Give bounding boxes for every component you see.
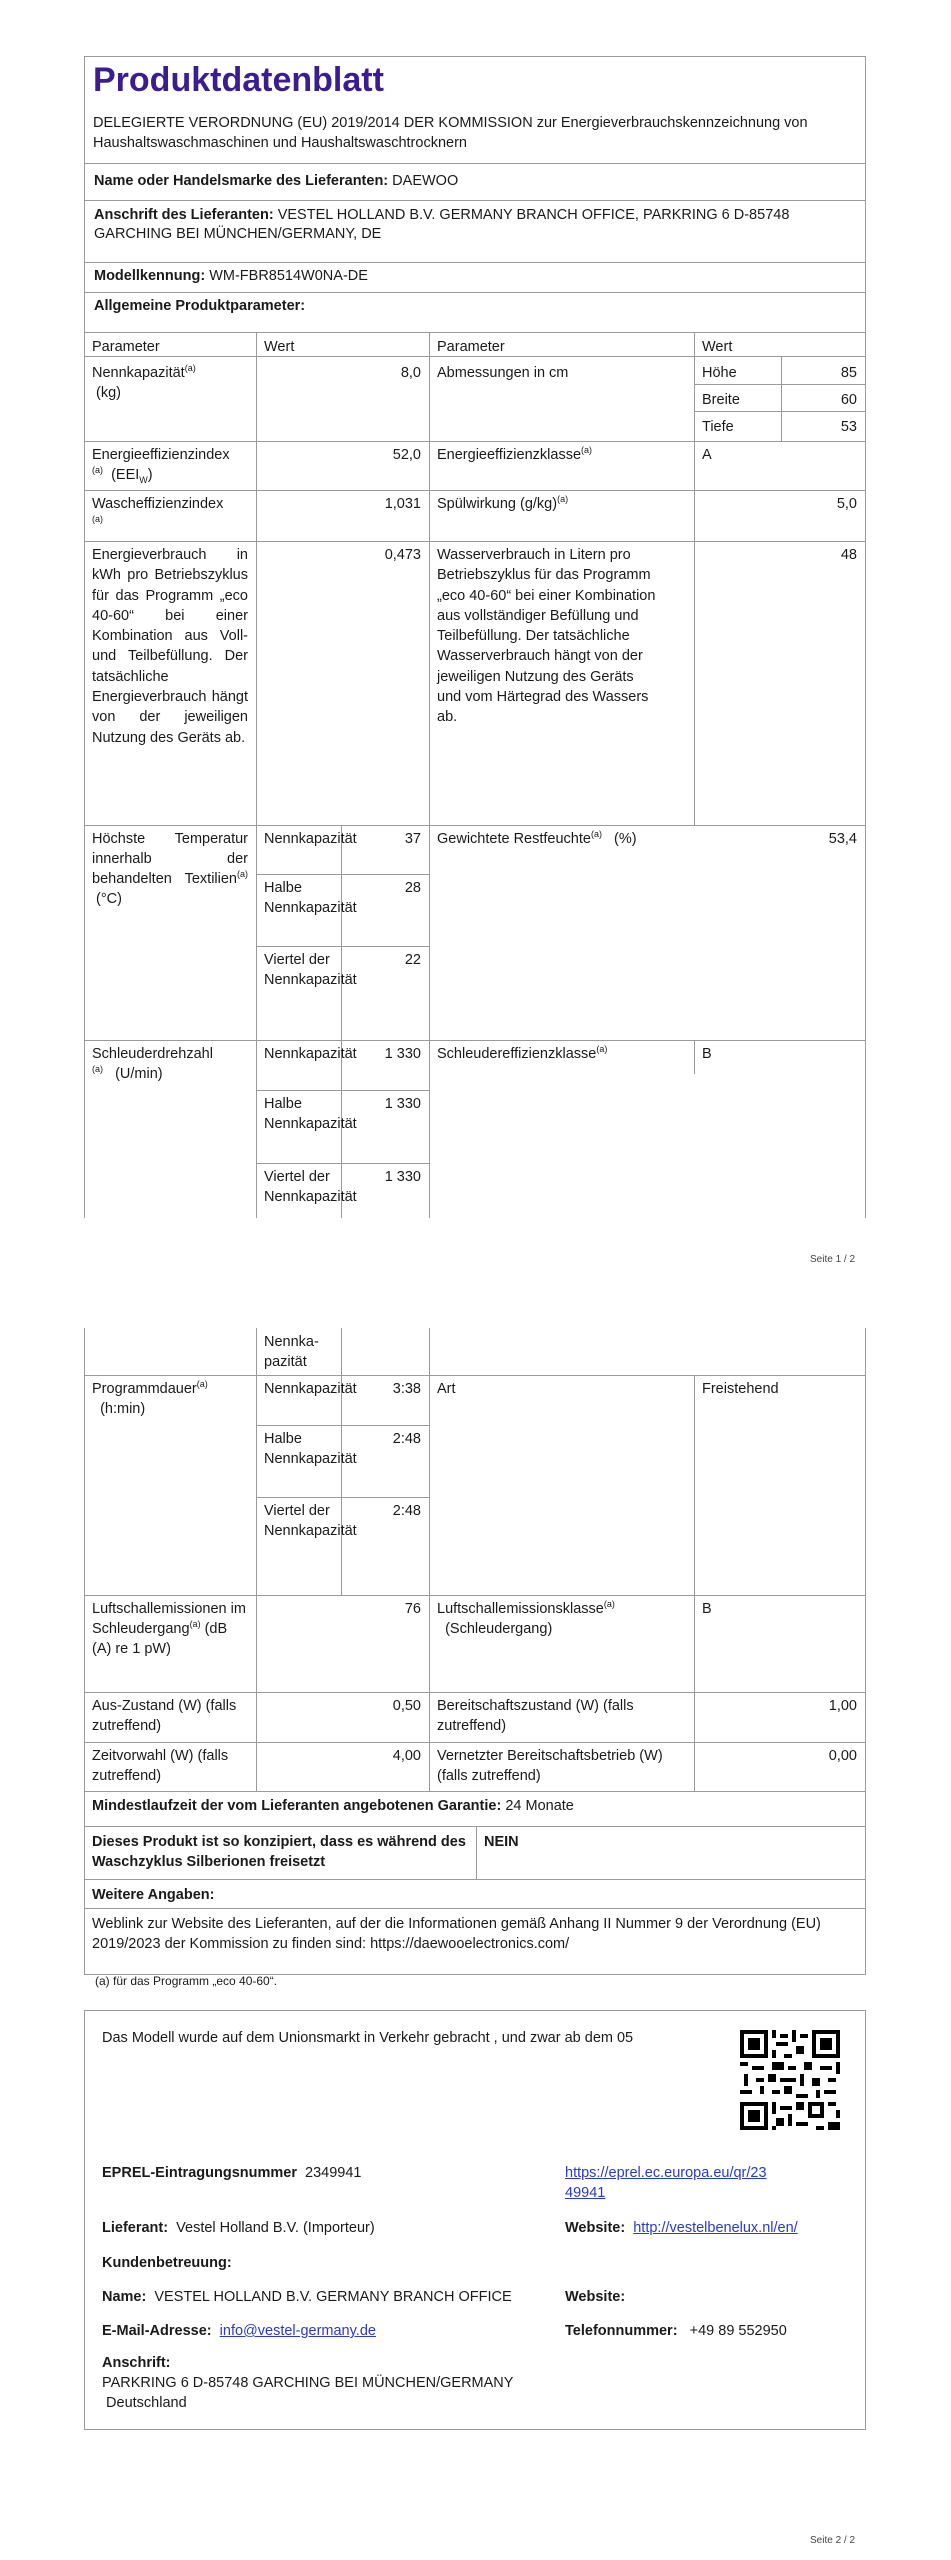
spin-label-text: Schleuderdrehzahl <box>92 1046 213 1062</box>
moisture-unit: (%) <box>614 831 637 847</box>
temp-unit: (°C) <box>96 891 122 907</box>
eprel-row <box>94 2160 544 2186</box>
moisture-label <box>429 826 694 852</box>
spin-full-label: Nennkapazität <box>264 1046 357 1062</box>
energy-class-label-text: Energieeffizienzklasse <box>437 447 582 463</box>
row-line-more <box>84 1908 866 1909</box>
customer-name-row <box>94 2284 554 2310</box>
footnote-ref: (a) <box>596 1044 608 1055</box>
customer-name-label: Name: <box>102 2289 147 2305</box>
noise-class-value: B <box>702 1601 712 1617</box>
dur-half-label: Halbe Nennkapazität <box>264 1431 357 1467</box>
customer-name-value: VESTEL HOLLAND B.V. GERMANY BRANCH OFFICE <box>154 2289 512 2305</box>
capacity-value: 8,0 <box>400 365 421 381</box>
temp-full-value: 37 <box>404 831 421 847</box>
temp-label <box>84 826 256 912</box>
energy-class-label <box>429 442 694 468</box>
eei-label-text: Energieeffizienzindex <box>92 447 230 463</box>
silver-value: NEIN <box>484 1834 519 1850</box>
duration-label <box>84 1376 256 1422</box>
col-sep-3 <box>694 1375 695 1791</box>
hdr-param-1: Parameter <box>92 339 160 355</box>
dur-quarter-value: 2:48 <box>392 1503 421 1519</box>
depth-label: Tiefe <box>702 419 734 435</box>
depth-value: 53 <box>840 419 857 435</box>
phone-label: Telefonnummer: <box>565 2323 678 2339</box>
footnote-ref: (a) <box>189 1619 201 1630</box>
energy-class-value: A <box>702 447 712 463</box>
footnote-ref: (a) <box>196 1379 208 1390</box>
noise-label-text: Luftschallemissionen im Schleudergang <box>92 1601 246 1637</box>
energy-cons-value: 0,473 <box>384 547 421 563</box>
width-label: Breite <box>702 392 740 408</box>
supplier-name-label: Name oder Handelsmarke des Lieferanten: <box>94 173 389 189</box>
height-value: 85 <box>840 365 857 381</box>
rinse-label <box>429 491 694 517</box>
spin-half-label: Halbe Nennkapazität <box>264 1096 357 1132</box>
dur-full-label: Nennkapazität <box>264 1381 357 1397</box>
noise-value: 76 <box>404 1601 421 1617</box>
phone-row <box>557 2318 857 2344</box>
rinse-value: 5,0 <box>836 496 857 512</box>
footnote-ref: (a) <box>590 829 602 840</box>
silver-label: Dieses Produkt ist so konzipiert, dass es während des Waschzyklus Silberionen freisetzt <box>92 1834 466 1870</box>
table-border-right <box>865 1328 866 1830</box>
wash-eff-label-text: Wascheffizienzindex <box>92 496 224 512</box>
width-value: 60 <box>840 392 857 408</box>
height-label: Höhe <box>702 365 737 381</box>
wash-eff-value: 1,031 <box>384 496 421 512</box>
eprel-link-line2[interactable]: 49941 <box>565 2185 606 2201</box>
temp-full-label: Nennkapazität <box>264 831 357 847</box>
email-label: E-Mail-Adresse: <box>102 2323 212 2339</box>
eprel-link[interactable] <box>557 2160 857 2206</box>
energy-cons-label: Energieverbrauch in kWh pro Betriebszyklus für das Programm „eco 40-60“ bei einer Kombination aus Voll- und Teilbefüllung. Der tatsächliche Energieverbrauch hängt von der jeweiligen Nutzung des Geräts ab. <box>92 547 248 746</box>
temp-quarter-value: 22 <box>404 952 421 968</box>
page-number-1: Seite 1 / 2 <box>810 1254 856 1265</box>
capacity-label-text: Nennkapazität <box>92 365 185 381</box>
footnote-ref: (a) <box>184 363 196 374</box>
eprel-value: 2349941 <box>305 2165 362 2181</box>
footnote-ref: (a) <box>92 465 103 476</box>
table-border-right <box>865 333 866 1218</box>
email-row <box>94 2318 544 2344</box>
warranty-row <box>84 1793 866 1819</box>
capacity-unit: (kg) <box>96 385 122 401</box>
capacity-label <box>84 360 256 406</box>
type-value: Freistehend <box>702 1381 779 1397</box>
moisture-value: 53,4 <box>828 831 857 847</box>
temp-label-text: Höchste Temperatur innerhalb der behandelten Textilien <box>92 831 248 887</box>
supplier-name-value: DAEWOO <box>392 173 459 189</box>
supplier-value: Vestel Holland B.V. (Importeur) <box>176 2220 375 2236</box>
warranty-value: 24 Monate <box>505 1798 574 1814</box>
eei-label: Energieeffizienzindex$^{(a)}$ $(EEI_W)$ <box>84 442 256 488</box>
type-label: Art <box>437 1381 456 1397</box>
row-line-delay <box>84 1791 866 1792</box>
spin-half-value: 1 330 <box>384 1096 421 1112</box>
address-label: Anschrift: <box>102 2355 171 2371</box>
page-number-2: Seite 2 / 2 <box>810 2535 856 2546</box>
row-line-silver <box>84 1879 866 1880</box>
temp-half-label: Halbe Nennkapazität <box>264 880 357 916</box>
qr-code-icon <box>736 2026 844 2134</box>
noise-unit: (dB (A) re 1 pW) <box>92 1621 228 1657</box>
eei-unit: (EEI <box>111 467 140 483</box>
delay-label: Zeitvorwahl (W) (falls zutreffend) <box>92 1748 229 1784</box>
off-value: 0,50 <box>392 1698 421 1714</box>
model-row <box>84 263 866 293</box>
dur-quarter-label: Viertel der Nennkapazität <box>264 1503 357 1539</box>
dim-line-2 <box>694 411 865 412</box>
eei-value: 52,0 <box>392 447 421 463</box>
delay-value: 4,00 <box>392 1748 421 1764</box>
footnote-ref: (a) <box>603 1599 615 1610</box>
rinse-label-text: Spülwirkung (g/kg) <box>437 496 558 512</box>
water-cons-label: Wasserverbrauch in Litern pro Betriebszyklus für das Programm „eco 40-60“ bei einer Kombination aus vollständiger Befüllung und Teilbefüllung. Der tatsächliche Wasserverbrauch hängt von der jeweiligen Nutzung des Geräts und vom Härtegrad des Wassers ab. <box>437 547 656 726</box>
duration-label-text: Programmdauer <box>92 1381 197 1397</box>
regulation-text: DELEGIERTE VERORDNUNG (EU) 2019/2014 DER KOMMISSION zur Energieverbrauchskennzeichnung von Haushaltswaschmaschinen und Haushaltswaschtrocknern <box>93 115 808 151</box>
website-link[interactable]: http://vestelbenelux.nl/en/ <box>633 2220 798 2236</box>
eprel-label: EPREL-Eintragungsnummer <box>102 2165 297 2181</box>
noise-class-label-text: Luftschallemissionsklasse <box>437 1601 604 1617</box>
supplier-name-row <box>84 163 866 201</box>
water-cons-value: 48 <box>840 547 857 563</box>
spin-full-value: 1 330 <box>384 1046 421 1062</box>
dimensions-label: Abmessungen in cm <box>437 365 569 381</box>
spin-quarter-value: 1 330 <box>384 1169 421 1185</box>
phone-value: +49 89 552950 <box>689 2323 787 2339</box>
dim-line-1 <box>694 384 865 385</box>
market-text: Das Modell wurde auf dem Unionsmarkt in Verkehr gebracht , und zwar ab dem 05 <box>102 2030 634 2046</box>
supplier-address-label: Anschrift des Lieferanten: <box>94 207 274 223</box>
customer-website-label: Website: <box>565 2289 626 2305</box>
website-label: Website: <box>565 2220 626 2236</box>
general-params-row <box>84 293 866 333</box>
more-info-label: Weitere Angaben: <box>92 1887 215 1903</box>
off-label: Aus-Zustand (W) (falls zutreffend) <box>92 1698 237 1734</box>
hdr-param-2: Parameter <box>437 339 505 355</box>
more-info-text: Weblink zur Website des Lieferanten, auf der die Informationen gemäß Anhang II Nummer 9 der Verordnung (EU) 2019/2023 der Kommission zu finden sind: https://daewooelectronics.com/ <box>92 1916 821 1952</box>
duration-unit: (h:min) <box>100 1401 146 1417</box>
footnote-ref: (a) <box>557 494 569 505</box>
model-value: WM-FBR8514W0NA-DE <box>209 268 368 284</box>
supplier-row <box>94 2215 544 2241</box>
website-row <box>557 2215 857 2241</box>
email-link[interactable]: info@vestel-germany.de <box>219 2323 376 2339</box>
wash-eff-label <box>84 491 256 537</box>
general-params-label: Allgemeine Produktparameter: <box>94 298 306 314</box>
noise-label <box>84 1596 256 1662</box>
footnote-ref: (a) <box>92 1064 103 1075</box>
noise-class-label <box>429 1596 694 1642</box>
customer-service-label: Kundenbetreuung: <box>102 2255 232 2271</box>
supplier-address-row <box>84 201 866 263</box>
noise-class-unit: (Schleudergang) <box>445 1621 553 1637</box>
dur-full-value: 3:38 <box>392 1381 421 1397</box>
hdr-value-2: Wert <box>702 339 733 355</box>
networked-label: Vernetzter Bereitschaftsbetrieb (W) (falls zutreffend) <box>437 1748 663 1784</box>
dur-half-value: 2:48 <box>392 1431 421 1447</box>
row-line-warranty <box>84 1826 866 1827</box>
standby-label: Bereitschaftszustand (W) (falls zutreffend) <box>437 1698 634 1734</box>
footnote-text: (a) für das Programm „eco 40-60“. <box>95 1974 278 1988</box>
spin-label <box>84 1041 256 1087</box>
page-title: Produktdatenblatt <box>93 61 384 99</box>
temp-half-value: 28 <box>404 880 421 896</box>
networked-value: 0,00 <box>828 1748 857 1764</box>
spin-quarter-label: Viertel der Nennkapazität <box>264 1169 357 1205</box>
eei-sub: W <box>139 474 148 485</box>
address-line1: PARKRING 6 D-85748 GARCHING BEI MÜNCHEN/GERMANY <box>102 2375 514 2391</box>
supplier-address-value: VESTEL HOLLAND B.V. GERMANY BRANCH OFFICE, PARKRING 6 D-85748 GARCHING BEI MÜNCHEN/GERMANY, DE <box>94 207 790 242</box>
supplier-label: Lieferant: <box>102 2220 169 2236</box>
model-label: Modellkennung: <box>94 268 206 284</box>
border <box>865 1826 866 1879</box>
temp-quarter-label: Viertel der Nennkapazität <box>264 952 357 988</box>
warranty-label: Mindestlaufzeit der vom Lieferanten angebotenen Garantie: <box>92 1798 502 1814</box>
spin-class-label-text: Schleudereffizienzklasse <box>437 1046 597 1062</box>
standby-value: 1,00 <box>828 1698 857 1714</box>
address-line2: Deutschland <box>106 2395 187 2411</box>
eprel-link-line1[interactable]: https://eprel.ec.europa.eu/qr/23 <box>565 2165 767 2181</box>
footnote-ref: (a) <box>237 869 248 880</box>
spin-quarter-label-cont: Nennka- pazität <box>264 1334 319 1370</box>
footnote-ref: (a) <box>92 514 103 525</box>
moisture-label-text: Gewichtete Restfeuchte <box>437 831 591 847</box>
hdr-value-1: Wert <box>264 339 295 355</box>
spin-class-value: B <box>702 1046 712 1062</box>
footnote-ref: (a) <box>581 445 593 456</box>
spin-unit: (U/min) <box>115 1066 163 1082</box>
customer-address <box>94 2350 594 2416</box>
spin-class-label <box>429 1041 694 1067</box>
